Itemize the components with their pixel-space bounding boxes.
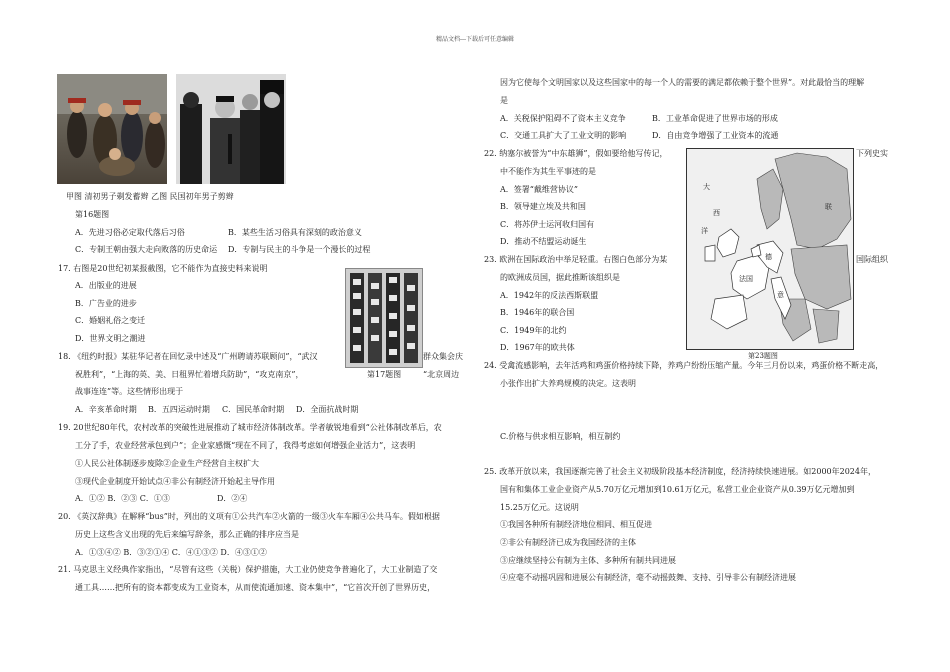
q18-line1: 18. 《纽约时报》某驻华记者在回忆录中述及“广州聘请苏联顾问”，“武汉 (58, 352, 318, 361)
q20-options: A．①③④② B．③②①④ C．④①③② D．④③①② (75, 548, 267, 557)
q23-option-a: A．1942年的反法西斯联盟 (500, 291, 599, 300)
q18-option-d: D．全面抗战时期 (296, 405, 359, 414)
q23-line1-cont: 国际组织 (856, 255, 888, 264)
map-label-france: 法国 (739, 275, 753, 283)
q18-option-c: C．国民革命时期 (222, 405, 285, 414)
page-header: 精品文档---下载后可任意编辑 (435, 36, 515, 43)
q17-option-b: B．广告业的进步 (75, 299, 137, 308)
q19-option-d: D．②④ (217, 494, 248, 503)
map-label-da: 大 (703, 183, 710, 191)
q21-option-a: A．关税保护阻碍不了资本主义竞争 (500, 114, 626, 123)
q18-option-a: A．辛亥革命时期 (75, 405, 137, 414)
q18-option-b: B．五四运动时期 (148, 405, 210, 414)
q17-figure-label: 第17题图 (367, 370, 402, 379)
q16-option-a: A．先进习俗必定取代落后习俗 (75, 228, 185, 237)
q25-statement-4: ④应毫不动摇巩固和进展公有制经济，毫不动摇鼓舞、支持、引导非公有制经济进展 (500, 573, 796, 582)
q17-option-c: C．婚姻礼俗之变迁 (75, 316, 146, 325)
q25-statement-1: ①我国各种所有制经济地位相同、相互促进 (500, 520, 652, 529)
q23-line1: 23. 欧洲在国际政治中举足轻重。右图白色部分为某 (484, 255, 668, 264)
q23-line2: 的欧洲成员国，据此推断该组织是 (500, 273, 620, 282)
q25-statement-2: ②非公有制经济已成为我国经济的主体 (500, 538, 636, 547)
q22-line2: 中不能作为其生平事迹的是 (500, 167, 596, 176)
q21-option-d: D．自由竞争增强了工业资本的流通 (652, 131, 779, 140)
map-label-yi: 意 (777, 291, 784, 299)
q24-option-c: C.价格与供求相互影响，相互制约 (500, 432, 621, 441)
map-label-xi: 西 (713, 209, 720, 217)
q16-option-b: B．某些生活习俗具有深刻的政治意义 (228, 228, 362, 237)
q19-statements-2: ③现代企业制度开始试点④非公有制经济开始起主导作用 (75, 477, 275, 486)
q16-caption: 甲图 清初男子剃发蓄辫 乙图 民国初年男子剪辫 (66, 192, 234, 201)
q16-option-d: D．专制与民主的斗争是一个漫长的过程 (228, 245, 371, 254)
q24-line2: 小张作出扩大养鸡规模的决定。这表明 (500, 379, 636, 388)
photo-queue-cutting (176, 74, 286, 184)
q18-line3: 战事连连”等。这些情形出现于 (75, 387, 184, 396)
q21-continued-2: 是 (500, 96, 508, 105)
q22-line1-cont: 下列史实 (856, 149, 888, 158)
q25-line3: 15.25万亿元。这说明 (500, 503, 579, 512)
map-label-de: 德 (765, 253, 772, 261)
q21-option-b: B．工业革命促进了世界市场的形成 (652, 114, 778, 123)
q21-line2: 通工具……把所有的资本都变成为工业资本，从而使流通加速、资本集中”，“它首次开创了世界历史， (75, 583, 436, 592)
q21-line1: 21. 马克思主义经典作家指出，“尽管有这些（关税）保护措施，大工业仍使竞争普遍化了，大工业制造了交 (58, 565, 438, 574)
q17-option-d: D．世界文明之潮进 (75, 334, 146, 343)
q16-figure-label: 第16题图 (75, 210, 110, 219)
q19-line1: 19. 20世纪80年代，农村改革的突破性进展推动了城市经济体制改革。学者敏锐地看到“公社体制改革后，农 (58, 423, 442, 432)
q23-option-b: B．1946年的联合国 (500, 308, 575, 317)
q20-line2: 历史上这些含义出现的先后来编写辞条，那么正确的排序应当是 (75, 530, 299, 539)
q18-line1-cont: 群众集会庆 (423, 352, 463, 361)
q23-option-d: D．1967年的欧共体 (500, 343, 575, 352)
q24-line1: 24. 受禽流感影响，去年活鸡和鸡蛋价格持续下降，养鸡户纷纷压缩产量。今年三月份以来，鸡蛋价格不断走高， (484, 361, 884, 370)
q20-line1: 20. 《英汉辞典》在解释“bus”时，列出的义项有①公共汽车②火箭的一级③火车车厢④公共马车。假如根据 (58, 512, 440, 521)
q19-line2: 工分了手，农业经营承包到户”；企业家感慨“现在不同了，我得考虑如何增强企业活力”，这表明 (75, 441, 416, 450)
q17-stem: 17. 右图是20世纪初某报截图，它不能作为直接史料来说明 (58, 264, 268, 273)
map-label-lian: 联 (825, 203, 832, 211)
q22-option-a: A．签署“戴维营协议” (500, 185, 578, 194)
q22-option-d: D．推动不结盟运动诞生 (500, 237, 587, 246)
photo-qing-queue (57, 74, 167, 184)
q16-option-c: C．专制王朝由强大走向败落的历史命运 (75, 245, 218, 254)
q19-options-abc: A．①② B．②③ C．①③ (75, 494, 170, 503)
q21-continued: 因为它使每个文明国家以及这些国家中的每一个人的需要的满足都依赖于整个世界”。对此最恰当的理解 (500, 78, 865, 87)
q17-option-a: A．出版业的进展 (75, 281, 137, 290)
map-label-yang: 洋 (701, 227, 708, 235)
q25-line2: 国有和集体工业企业资产从5.70万亿元增加到10.61万亿元，私营工业企业资产从0.39万亿元增加到 (500, 485, 855, 494)
q22-option-b: B．领导建立埃及共和国 (500, 202, 586, 211)
q25-statement-3: ③应继续坚持公有制为主体、多种所有制共同进展 (500, 556, 676, 565)
q22-option-c: C．将苏伊士运河收归国有 (500, 220, 595, 229)
q22-line1: 22. 纳塞尔被誉为“中东雄狮”，假如要给他写传记， (484, 149, 668, 158)
q25-line1: 25. 改革开放以来，我国逐渐完善了社会主义初级阶段基本经济制度，经济持续快速进展。如2000年2024年， (484, 467, 876, 476)
q18-line2: 祝胜利”，“上海的英、美、日租界忙着增兵防助”，“攻克南京”， (75, 370, 304, 379)
q19-statements-1: ①人民公社体制逐步废除②企业生产经营自主权扩大 (75, 459, 259, 468)
newspaper-clipping-image (345, 268, 423, 368)
europe-map (686, 148, 854, 350)
q23-figure-label: 第23题图 (748, 352, 778, 360)
q23-option-c: C．1949年的北约 (500, 326, 567, 335)
q21-option-c: C．交通工具扩大了工业文明的影响 (500, 131, 627, 140)
q18-line2-cont: “北京周边 (423, 370, 460, 379)
